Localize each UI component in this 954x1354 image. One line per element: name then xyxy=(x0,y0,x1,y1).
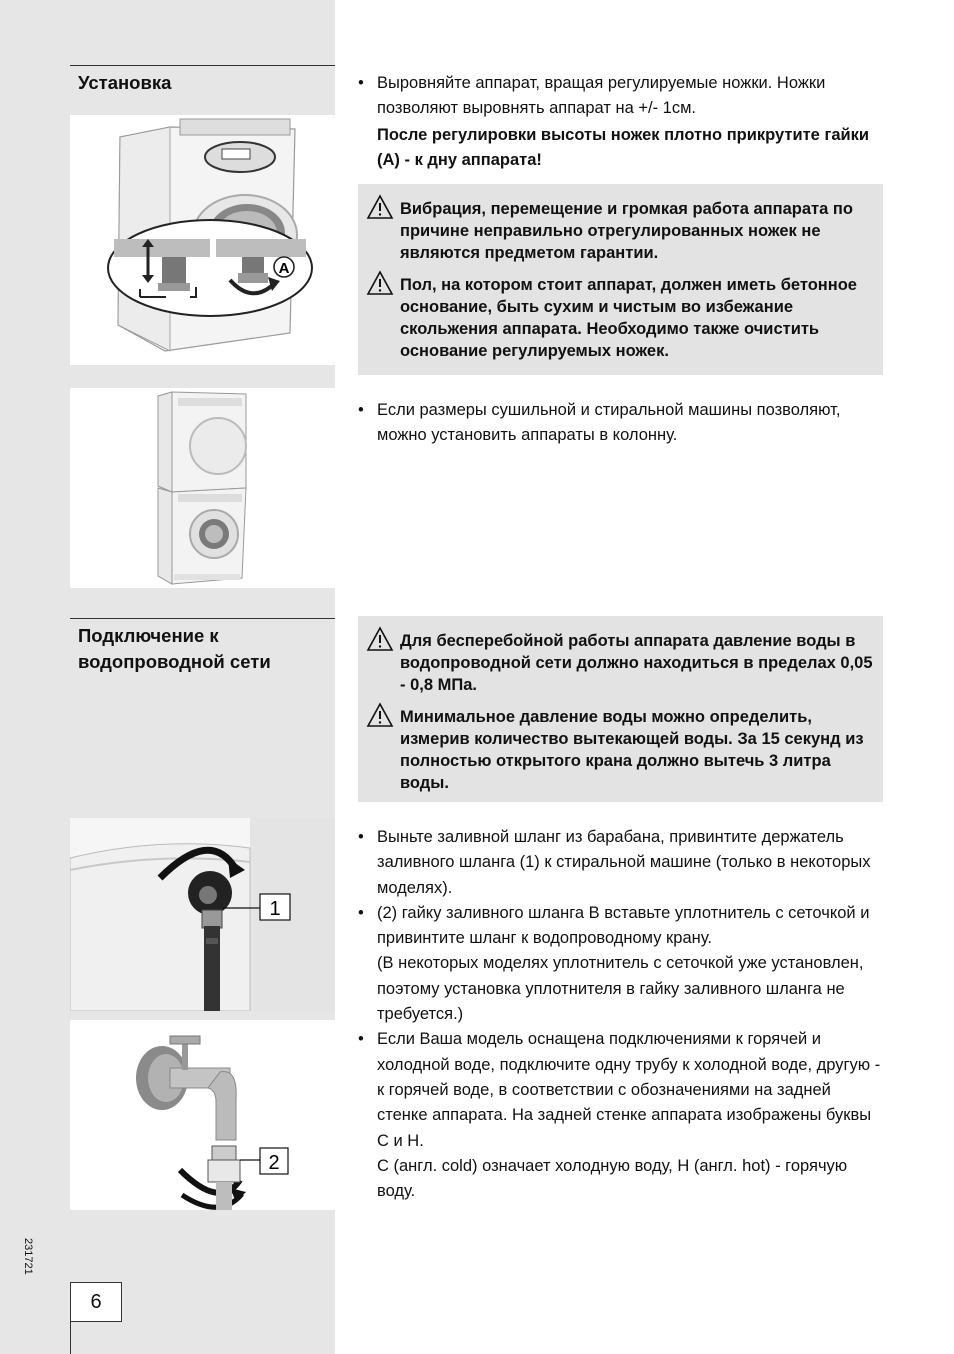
figure-leveling-feet xyxy=(70,115,335,365)
installation-bullet-1-bold: После регулировки высоты ножек плотно прикрутите гайки (A) - к дну аппарата! xyxy=(377,125,870,169)
figure-stacked-appliances xyxy=(70,388,335,588)
page-number: 6 xyxy=(70,1282,122,1322)
document-code: 231721 xyxy=(22,1238,34,1275)
installation-bullet-1-text: • Выровняйте аппарат, вращая регулируемые ножки. Ножки позволяют выровнять аппарат на +/- 1см. xyxy=(358,71,883,122)
warning-triangle-icon xyxy=(366,702,394,728)
water-warning-box xyxy=(358,616,883,802)
installation-bullet-1 xyxy=(358,71,883,173)
section-title-installation: Установка xyxy=(70,65,335,96)
installation-warning-1 xyxy=(362,198,879,264)
water-warning-2-text: Минимальное давление воды можно определить, измерив количество вытекающей воды. За 15 секунд из полностью открытого крана должно вытечь 3 литра воды. xyxy=(400,708,864,792)
warning-triangle-icon xyxy=(366,194,394,220)
figure-water-tap xyxy=(70,1020,335,1210)
installation-bullet-2-text: • Если размеры сушильной и стиральной машины позволяют, можно установить аппараты в колонну. xyxy=(358,398,883,449)
callout-1-label: 1 xyxy=(269,898,281,920)
callout-2-label: 2 xyxy=(268,1152,280,1174)
warning-triangle-icon xyxy=(366,626,394,652)
water-warning-1 xyxy=(362,630,879,696)
water-note-cold-hot: C (англ. cold) означает холодную воду, H (англ. hot) - горячую воду. xyxy=(377,1156,848,1201)
water-bullet-3: • Если Ваша модель оснащена подключениями к горячей и холодной воде, подключите одну трубу к холодной воде, другую - к горячей воде, в соответствии с обозначениями на задней стенке аппарата. На задней стенке аппарата изображены буквы C и H. xyxy=(358,1027,883,1153)
installation-warning-2 xyxy=(362,274,879,362)
water-note-mesh: (В некоторых моделях уплотнитель с сеточкой уже установлен, поэтому установка уплотнителя в гайку заливного шланга не требуется.) xyxy=(377,954,864,1024)
water-warning-1-text: Для бесперебойной работы аппарата давление воды в водопроводной сети должно находиться в пределах 0,05 - 0,8 МПа. xyxy=(400,632,873,694)
installation-warning-2-text: Пол, на котором стоит аппарат, должен иметь бетонное основание, быть сухим и чистым во избежание скольжения аппарата. Необходимо также очистить основание регулируемых ножек. xyxy=(400,276,857,360)
figure-label-a: A xyxy=(278,260,290,277)
figure-hose-holder xyxy=(70,818,335,1011)
warning-triangle-icon xyxy=(366,270,394,296)
water-bullet-2: • (2) гайку заливного шланга B вставьте уплотнитель с сеточкой и привинтите шланг к водопроводному крану. xyxy=(358,901,883,952)
installation-warning-box xyxy=(358,184,883,375)
section-title-water-connection: Подключение к водопроводной сети xyxy=(70,618,335,675)
water-instructions xyxy=(358,825,883,1204)
water-warning-2 xyxy=(362,706,879,794)
installation-bullet-2 xyxy=(358,398,883,449)
water-bullet-1: • Выньте заливной шланг из барабана, привинтите держатель заливного шланга (1) к стиральной машине (только в некоторых моделях). xyxy=(358,825,883,901)
installation-warning-1-text: Вибрация, перемещение и громкая работа аппарата по причине неправильно отрегулированных ножек не являются предметом гарантии. xyxy=(400,200,853,262)
